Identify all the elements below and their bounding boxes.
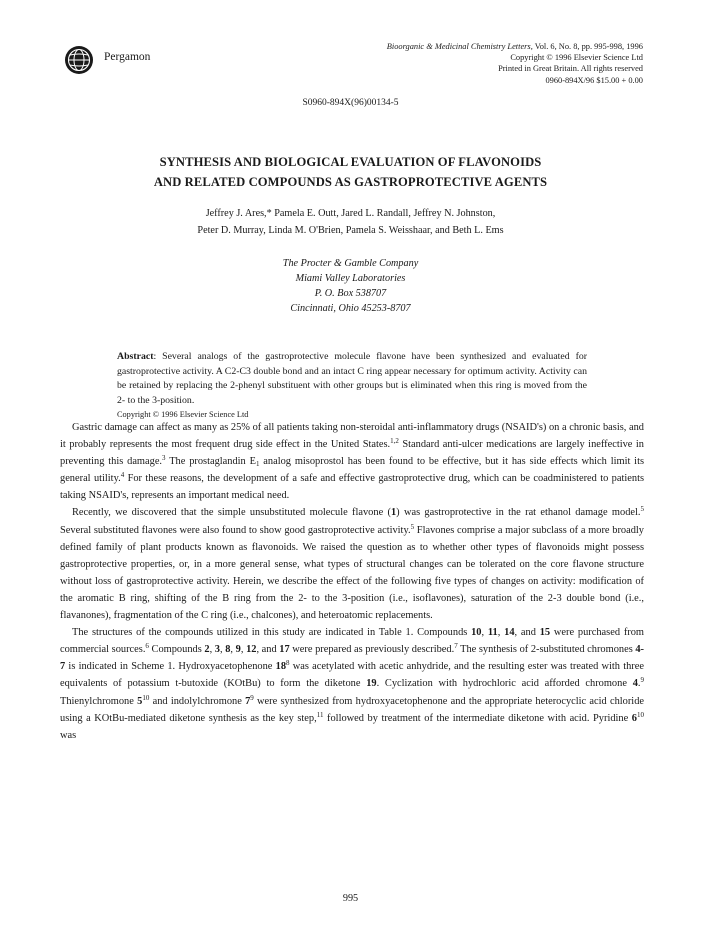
title-line-2: AND RELATED COMPOUNDS AS GASTROPROTECTIVE AGENTS [153,175,548,189]
journal-volume-info: , Vol. 6, No. 8, pp. 995-998, 1996 [530,42,643,51]
abstract [117,350,587,421]
affiliation-line-3: P. O. Box 538707 [314,288,387,299]
affiliation-line-4: Cincinnati, Ohio 45253-8707 [290,303,411,314]
affiliation-line-1: The Procter & Gamble Company [282,258,419,269]
abstract-copyright: Copyright © 1996 Elsevier Science Ltd [117,410,249,420]
paragraph-3: The structures of the compounds utilized in this study are indicated in Table 1. Compounds 10, 11, 14, and 15 were purchased from commercial sources.$^6$ Compounds 2, 3, 8, 9, 12, and 17 were prepared as previously described.$^7$ The synthesis of 2-substituted chromones 4-7 is indicated in Scheme 1. Hydroxyacetophenone $18^8$ was acetylated with acetic anhydride, and the resulting ester was treated with three equivalents of potassium t-butoxide (KOtBu) to form the diketone 19. Cyclization with hydrochloric acid afforded chromone 4.$^9$ Thienylchromone $5^{10}$ and indolylchromone $7^9$ were synthesized from hydroxyacetophenone and the appropriate heterocyclic acid chloride using a KOtBu-mediated diketone synthesis as the key step,$^{11}$ followed by treatment of the intermediate diketone with acid. Pyridine $6^{10}$ was [60,627,645,741]
article-title [0,152,701,192]
author-list [0,206,701,239]
page-number: 995 [342,893,359,904]
journal-line-3: Printed in Great Britain. All rights reserved [498,64,643,74]
title-line-1: SYNTHESIS AND BIOLOGICAL EVALUATION OF FLAVONOIDS [159,155,542,169]
journal-citation [313,41,643,86]
authors-line-1: Jeffrey J. Ares,* Pamela E. Outt, Jared L. Randall, Jeffrey N. Johnston, [205,208,496,219]
authors-line-2: Peter D. Murray, Linda M. O'Brien, Pamela S. Weisshaar, and Beth L. Ems [197,224,504,236]
publisher-name: Pergamon [104,51,151,63]
affiliation [0,256,701,316]
journal-line-2: Copyright © 1996 Elsevier Science Ltd [510,53,643,63]
journal-line-4: 0960-894X/96 $15.00 + 0.00 [545,75,643,85]
pergamon-globe-icon [64,45,94,75]
body-text [60,419,644,744]
paragraph-1: Gastric damage can affect as many as 25% of all patients taking non-steroidal anti-inflammatory drugs (NSAID's) on a chronic basis, and it probably represents the most frequent drug side effect in the United States.$^{1,2}$ Standard anti-ulcer medications are largely ineffective in preventing this damage.$^3$ The prostaglandin $E_1$ analog misoprostol has been found to be effective, but it has side effects which limit its general utility.$^4$ For these reasons, the development of a safe and effective gastroprotective drug, which can be coadministered to patients taking NSAID's, represents an important medical need. [60,422,645,502]
journal-title: Bioorganic & Medicinal Chemistry Letters [386,42,531,51]
paragraph-2: Recently, we discovered that the simple unsubstituted molecule flavone (1) was gastroprotective in the rat ethanol damage model.$^5$ Several substituted flavones were also found to show good gastroprotective activity.$^5$ Flavones comprise a major subclass of a more broadly defined family of plant products known as flavonoids. We raised the question as to whether other types of flavonoids might possess gastroprotective properties, or, in a more general sense, what types of structural changes can be tolerated on the core flavone structure without loss of gastroprotective activity. Herein, we describe the effect of the following five types of changes on activity: modification of the aromatic B ring, shifting of the B ring from the 2- to the 3-position (i.e., isoflavones), saturation of the 2-3 double bond (i.e., flavanones), fragmentation of the C ring (i.e., chalcones), and heteroatomic replacements. [60,505,644,622]
journal-line-1 [313,41,643,52]
abstract-text: : Several analogs of the gastroprotective molecule flavone have been synthesized and evaluated for gastroprotective activity. A C2-C3 double bond and an intact C ring appear necessary for optimum activity. Activity can be retained by replacing the 2-phenyl substituent with other groups but is eliminated when this ring is moved from the 2- to the 3-position. [117,351,587,406]
abstract-label: Abstract [117,351,154,362]
affiliation-line-2: Miami Valley Laboratories [295,273,406,284]
article-doi: S0960-894X(96)00134-5 [302,98,399,108]
